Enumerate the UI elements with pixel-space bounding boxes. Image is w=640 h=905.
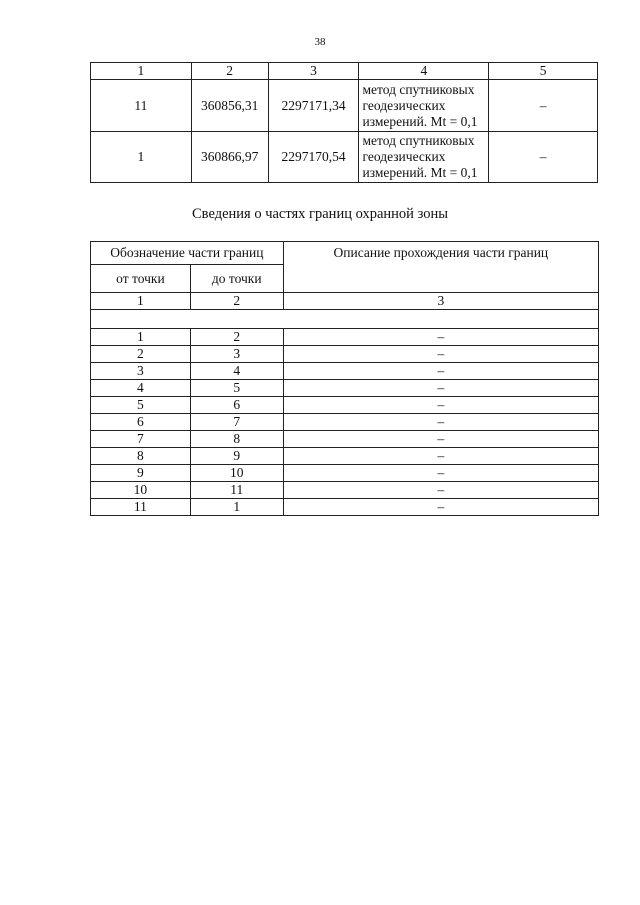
method-line: метод спутниковых <box>362 133 475 148</box>
coordinate-x: 360866,97 <box>191 132 268 183</box>
method-line: измерений. Mt = 0,1 <box>362 165 478 180</box>
coordinate-y: 2297170,54 <box>268 132 359 183</box>
table-row <box>91 80 598 132</box>
from-point: 8 <box>91 448 191 465</box>
to-point: 10 <box>190 465 283 482</box>
table-row <box>91 346 599 363</box>
method-line: метод спутниковых <box>362 81 475 97</box>
to-point: 11 <box>190 482 283 499</box>
to-point: 5 <box>190 380 283 397</box>
spacer-row <box>91 310 599 329</box>
part-description: – <box>283 380 598 397</box>
page-number: 38 <box>314 36 326 48</box>
coordinate-y: 2297171,34 <box>268 80 359 132</box>
from-point-header: от точки <box>91 265 191 293</box>
table-row <box>91 465 599 482</box>
method-cell <box>359 132 489 183</box>
table-row <box>91 482 599 499</box>
from-point: 11 <box>91 499 191 516</box>
col-number-1: 1 <box>91 63 192 80</box>
table-row <box>91 414 599 431</box>
to-point-header: до точки <box>190 265 283 293</box>
part-description: – <box>283 346 598 363</box>
point-number: 1 <box>91 132 192 183</box>
col-number-3: 3 <box>268 63 359 80</box>
boundary-description-header-text: Описание прохождения части границ <box>333 245 549 260</box>
boundary-description-header <box>283 242 598 293</box>
table-row <box>91 448 599 465</box>
to-point: 3 <box>190 346 283 363</box>
from-point: 4 <box>91 380 191 397</box>
table-row <box>91 380 599 397</box>
table-row <box>91 132 598 183</box>
part-description: – <box>283 329 598 346</box>
to-point: 8 <box>190 431 283 448</box>
part-description: – <box>283 363 598 380</box>
from-point: 10 <box>91 482 191 499</box>
table-row <box>91 431 599 448</box>
method-line: измерений. Mt = 0,1 <box>362 113 478 129</box>
col-number-3: 3 <box>283 293 598 310</box>
boundary-designation-header: Обозначение части границ <box>91 242 284 265</box>
column-numbers-row <box>91 293 599 310</box>
table-row <box>91 329 599 346</box>
method-line: геодезических <box>362 149 446 164</box>
col-number-4: 4 <box>359 63 489 80</box>
method-cell <box>359 80 489 132</box>
point-number: 11 <box>91 80 192 132</box>
group-header-row <box>91 242 599 265</box>
part-description: – <box>283 397 598 414</box>
to-point: 4 <box>190 363 283 380</box>
table-row <box>91 397 599 414</box>
section-title: Сведения о частях границ охранной зоны <box>192 206 448 222</box>
col-number-5: 5 <box>489 63 598 80</box>
to-point: 7 <box>190 414 283 431</box>
col-number-2: 2 <box>191 63 268 80</box>
to-point: 9 <box>190 448 283 465</box>
col-number-2: 2 <box>190 293 283 310</box>
from-point: 1 <box>91 329 191 346</box>
table-row <box>91 499 599 516</box>
to-point: 1 <box>190 499 283 516</box>
from-point: 6 <box>91 414 191 431</box>
method-line: геодезических <box>362 97 446 113</box>
from-point: 5 <box>91 397 191 414</box>
part-description: – <box>283 448 598 465</box>
part-description: – <box>283 499 598 516</box>
to-point: 6 <box>190 397 283 414</box>
coordinate-x: 360856,31 <box>191 80 268 132</box>
from-point: 9 <box>91 465 191 482</box>
coordinates-header-row <box>91 63 598 80</box>
from-point: 3 <box>91 363 191 380</box>
part-description: – <box>283 482 598 499</box>
from-point: 2 <box>91 346 191 363</box>
col-number-1: 1 <box>91 293 191 310</box>
note-cell: – <box>489 80 598 132</box>
part-description: – <box>283 465 598 482</box>
part-description: – <box>283 414 598 431</box>
table-row <box>91 363 599 380</box>
from-point: 7 <box>91 431 191 448</box>
coordinates-table <box>90 62 598 183</box>
empty-row <box>91 310 599 329</box>
note-cell: – <box>489 132 598 183</box>
boundary-parts-table <box>90 241 599 516</box>
to-point: 2 <box>190 329 283 346</box>
part-description: – <box>283 431 598 448</box>
